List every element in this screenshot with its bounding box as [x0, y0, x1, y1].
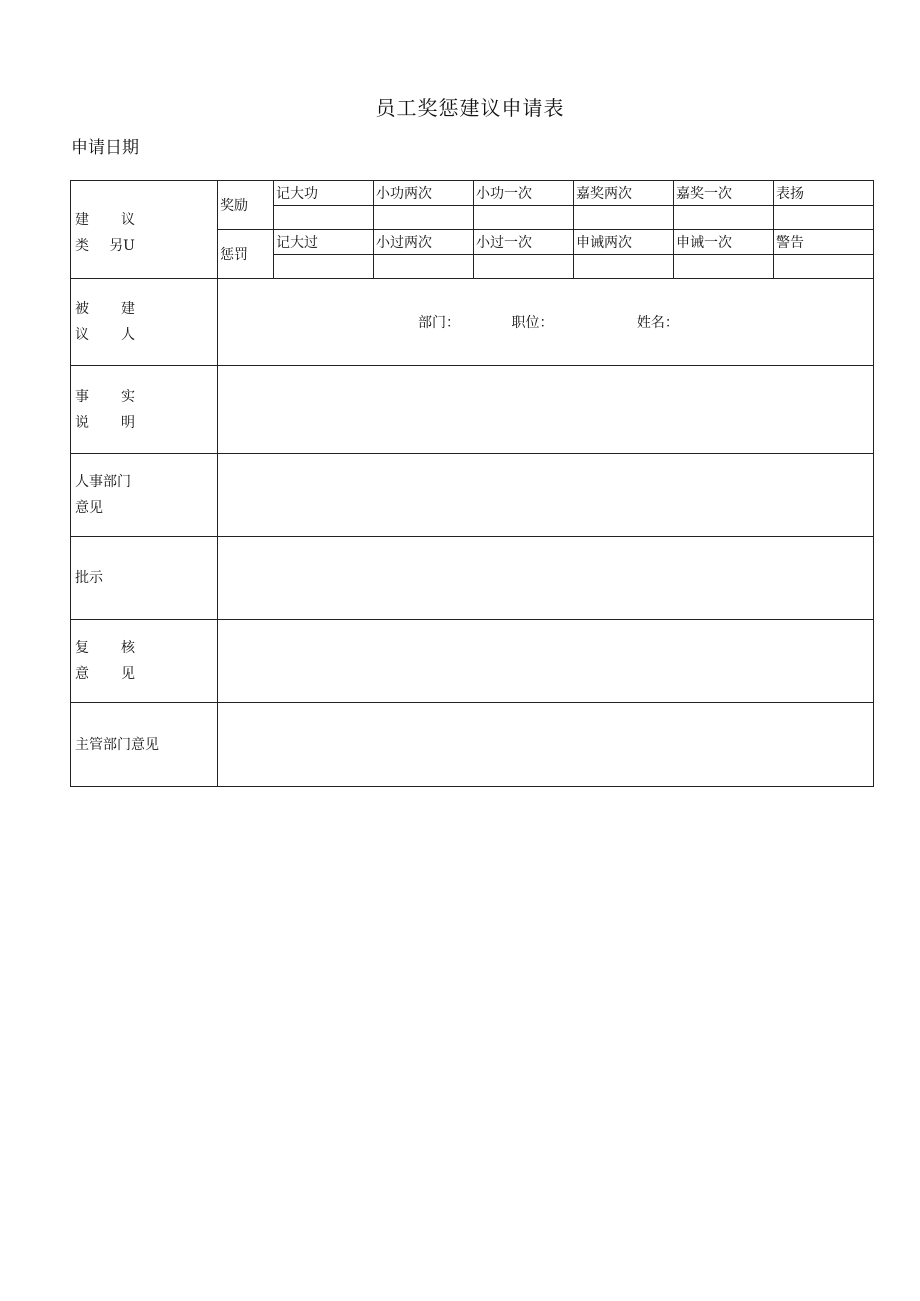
department-label: 部门：	[418, 315, 460, 331]
approval-label: 批示	[75, 570, 103, 586]
application-date-label: 申请日期	[71, 138, 139, 158]
application-form-table	[70, 180, 874, 787]
facts-input-cell[interactable]	[218, 366, 874, 454]
penalty-check-cell[interactable]	[474, 255, 574, 279]
penalty-label: 惩罚	[218, 230, 274, 279]
reward-check-cell[interactable]	[274, 206, 374, 230]
supervisor-input-cell[interactable]	[218, 703, 874, 787]
reward-option: 表扬	[774, 181, 874, 206]
approval-input-cell[interactable]	[218, 537, 874, 620]
category-label-line1: 建 议	[75, 211, 135, 228]
penalty-option: 申诫两次	[574, 230, 674, 255]
penalty-check-cell[interactable]	[374, 255, 474, 279]
supervisor-label-cell	[71, 703, 218, 787]
penalty-option: 记大过	[274, 230, 374, 255]
category-label-cell	[71, 181, 218, 279]
reward-check-cell[interactable]	[574, 206, 674, 230]
nominee-label-line2: 议 人	[75, 327, 135, 343]
nominee-label-cell	[71, 279, 218, 366]
hr-label-line1: 人事部门	[75, 474, 131, 490]
hr-label-cell	[71, 454, 218, 537]
penalty-check-cell[interactable]	[774, 255, 874, 279]
reward-option: 嘉奖两次	[574, 181, 674, 206]
nominee-info-cell[interactable]	[218, 279, 874, 366]
hr-label-line2: 意见	[75, 500, 103, 516]
penalty-option: 小过两次	[374, 230, 474, 255]
facts-label-cell	[71, 366, 218, 454]
penalty-option: 警告	[774, 230, 874, 255]
reward-label: 奖励	[218, 181, 274, 230]
review-label-cell	[71, 620, 218, 703]
penalty-check-cell[interactable]	[274, 255, 374, 279]
review-label-line2: 意 见	[75, 666, 135, 682]
penalty-check-cell[interactable]	[574, 255, 674, 279]
approval-label-cell	[71, 537, 218, 620]
supervisor-label: 主管部门意见	[75, 736, 159, 753]
reward-check-cell[interactable]	[374, 206, 474, 230]
reward-option: 小功两次	[374, 181, 474, 206]
penalty-option: 小过一次	[474, 230, 574, 255]
facts-label-line1: 事 实	[75, 388, 135, 405]
reward-check-cell[interactable]	[674, 206, 774, 230]
reward-option: 小功一次	[474, 181, 574, 206]
reward-option: 嘉奖一次	[674, 181, 774, 206]
penalty-option: 申诫一次	[674, 230, 774, 255]
name-label: 姓名：	[636, 315, 679, 331]
nominee-label-line1: 被 建	[75, 301, 135, 317]
reward-check-cell[interactable]	[474, 206, 574, 230]
hr-input-cell[interactable]	[218, 454, 874, 537]
penalty-check-cell[interactable]	[674, 255, 774, 279]
facts-label-line2: 说 明	[75, 414, 135, 431]
position-label: 职位：	[511, 315, 554, 331]
reward-check-cell[interactable]	[774, 206, 874, 230]
reward-option: 记大功	[274, 181, 374, 206]
review-input-cell[interactable]	[218, 620, 874, 703]
review-label-line1: 复 核	[75, 640, 135, 656]
category-label-line2: 类 另U	[75, 237, 135, 254]
page-title: 员工奖惩建议申请表	[375, 96, 565, 120]
